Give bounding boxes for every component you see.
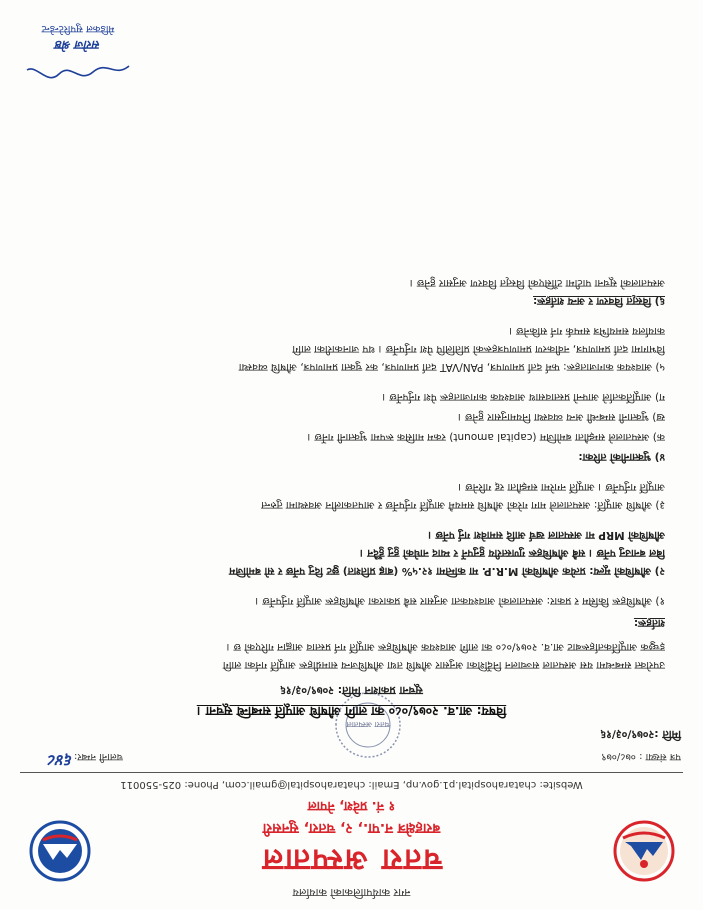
handwritten-signature bbox=[23, 58, 133, 80]
svg-text:चतरा अस्पताल: चतरा अस्पताल bbox=[346, 720, 390, 729]
dispatch-label: चलानी नम्बर: bbox=[73, 751, 123, 762]
office-stamp bbox=[333, 690, 403, 760]
body-line: २) औषधिको मूल्य: प्रत्येक औषधिको M.R.P. मा कम्तिमा १२.५% (बाह्र प्रतिशत) छुट दिनु पर्नेछ र सो बमोजिम bbox=[229, 565, 665, 577]
signatory-name: सरोज श्रेष्ठ bbox=[55, 38, 101, 52]
reference-number: पत्र संख्या : ०७८/०७९ bbox=[601, 751, 681, 762]
body-line: आपूर्ति गर्नुपर्नेछ । आपूर्ति नगरेमा सम्झौता रद्द गरिनेछ । bbox=[457, 481, 665, 493]
details-heading: ६) विस्तृत विवरण र अन्य शर्तहरू: bbox=[533, 295, 665, 307]
body-line: ३) औषधि आपूर्ति: अस्पतालले माग गरेको औषधि समयमै आपूर्ति गर्नुपर्नेछ र आपतकालीन अवस्थामा तुरुन्त bbox=[261, 499, 665, 511]
body-line: क) अस्पतालले सम्झौता बमोजिम (capital amount) रकम मासिक रूपमा भुक्तानी गर्नेछ । bbox=[307, 431, 665, 443]
body-line: ख) भुक्तानी सम्बन्धी अन्य व्यवस्था नियमानुसार हुनेछ । bbox=[457, 411, 665, 423]
body-line: बिल बनाउनु पर्नेछ । सबै औषधिहरू गुणस्तरीय हुनुपर्ने र म्याद नाघेको हुनु हुँदैन । bbox=[359, 547, 665, 559]
header-divider bbox=[20, 772, 683, 773]
body-line: विभागमा दर्ता प्रमाणपत्र, नवीकरण प्रमाणपत्रहरूको प्रतिलिपि पेश गर्नुपर्नेछ । थप जानकारीका लागि bbox=[292, 343, 665, 355]
body-line: १) औषधिहरू किसिम र प्रकार: अस्पतालको आवश्यकता अनुसार सबै प्रकारका औषधिहरू आपूर्ति गर्नुपर्नेछ । bbox=[255, 595, 665, 607]
letter-date: मिति :२०७९/०३/१६ bbox=[600, 728, 681, 741]
hospital-name: चतरा अस्पताल bbox=[260, 842, 443, 877]
body-line: उपरोक्त सम्बन्धमा यस अस्पताल सञ्चालन निर्देशिका अनुसार औषधि तथा औषधिजन्य सामग्रीहरू आपूर्ति गर्नका लागि bbox=[222, 659, 665, 671]
body-line: इच्छुक आपूर्तिकर्ताहरूबाट आ.व. २०७९/०८० का लागि आवश्यक औषधिहरू आपूर्ति गर्न प्रस्ताव आह्वान गरिएको छ । bbox=[226, 641, 665, 653]
signature-block bbox=[13, 23, 143, 80]
publish-date: सूचना प्रकाशन मिति: २०७९/०३/१६ bbox=[280, 684, 423, 697]
body-line: औषधिको MRP मा अस्पताल खर्च आदि समावेश गर्नु पर्नेछ । bbox=[427, 529, 665, 541]
body-line: कार्यालय समयभित्र सम्पर्क गर्न सकिनेछ । bbox=[508, 325, 665, 337]
body-line: अस्पतालको सूचना पाटीमा टाँसिएको विस्तृत विवरण अनुसार हुनेछ । bbox=[409, 277, 665, 289]
body-line: ५) आवश्यक कागजातहरू: फर्म दर्ता प्रमाणपत्र, PAN/VAT दर्ता प्रमाणपत्र, कर चुक्ता प्रमाणपत्र, औषधि व्यवस्था bbox=[238, 361, 665, 373]
body-line: ग) आपूर्तिकर्ताले आफ्नो प्रस्तावसाथ आवश्यक कागजातहरू पेश गर्नुपर्नेछ । bbox=[382, 391, 665, 403]
dispatch-number: ६४८ bbox=[48, 751, 73, 770]
letter-body bbox=[34, 72, 665, 672]
payment-heading: ४) भुक्तानीको तरिका: bbox=[578, 451, 665, 463]
conditions-heading: शर्तहरू: bbox=[633, 617, 665, 629]
province-line: १ नं. प्रदेश, नेपाल bbox=[307, 798, 396, 813]
contact-line: Website: chatarahospital.p1.gov.np, Email: chatarahospital@gmail.com, Phone: 025-550011 bbox=[120, 779, 583, 790]
subject-line: विषय: आ.व. २०७९/०८० का लागि औषधि आपूर्ति सम्बन्धि सूचना । bbox=[196, 704, 507, 719]
signatory-title: मेडिकल सुपरिटेन्डेन्ट bbox=[41, 23, 115, 34]
hospital-address: बराहक्षेत्र न.पा., २, चतरा, सुनसरी bbox=[262, 820, 441, 836]
office-heading: नगर कार्यपालिकाको कार्यालय bbox=[292, 886, 411, 899]
